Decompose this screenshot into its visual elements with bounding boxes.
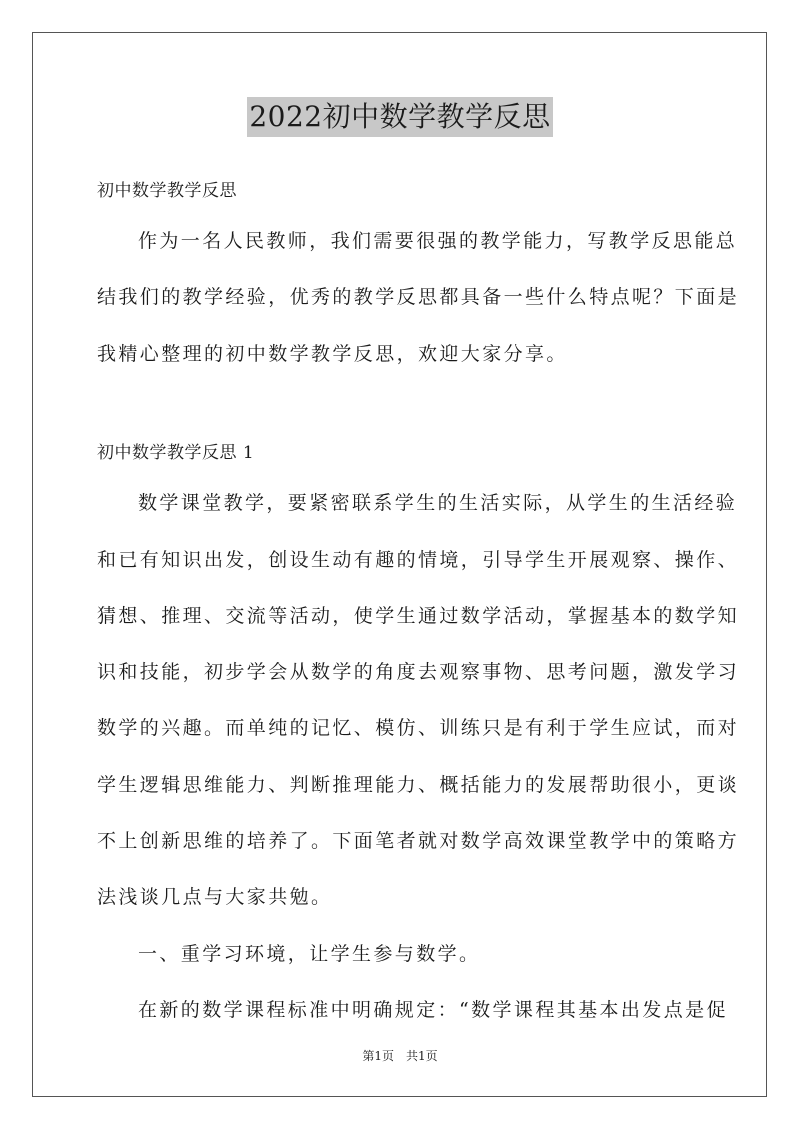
intro-line-2: 结我们的教学经验，优秀的教学反思都具备一些什么特点呢？下面是 (97, 286, 740, 308)
document-title: 2022初中数学教学反思 (247, 97, 552, 137)
title-container (0, 97, 800, 137)
body-line: 和已有知识出发，创设生动有趣的情境，引导学生开展观察、操作、 (97, 549, 740, 571)
body-line: 在新的数学课程标准中明确规定：“数学课程其基本出发点是促 (138, 999, 728, 1021)
intro-line-3: 我精心整理的初中数学教学反思，欢迎大家分享。 (97, 343, 568, 365)
document-subtitle: 初中数学教学反思 (97, 181, 237, 201)
body-line: 一、重学习环境，让学生参与数学。 (138, 943, 481, 965)
body-line: 不上创新思维的培养了。下面笔者就对数学高效课堂教学中的策略方 (97, 830, 740, 852)
body-line: 法浅谈几点与大家共勉。 (97, 886, 333, 908)
body-line: 猜想、推理、交流等活动，使学生通过数学活动，掌握基本的数学知 (97, 605, 740, 627)
intro-line-1: 作为一名人民教师，我们需要很强的教学能力，写教学反思能总 (138, 230, 738, 252)
body-line: 学生逻辑思维能力、判断推理能力、概括能力的发展帮助很小，更谈 (97, 774, 740, 796)
body-line: 识和技能，初步学会从数学的角度去观察事物、思考问题，激发学习 (97, 661, 740, 683)
page-footer: 第1页 共1页 (362, 1049, 438, 1063)
body-line: 数学课堂教学，要紧密联系学生的生活实际，从学生的生活经验 (138, 492, 738, 514)
section-heading: 初中数学教学反思 1 (97, 443, 255, 463)
body-line: 数学的兴趣。而单纯的记忆、模仿、训练只是有利于学生应试，而对 (97, 717, 740, 739)
